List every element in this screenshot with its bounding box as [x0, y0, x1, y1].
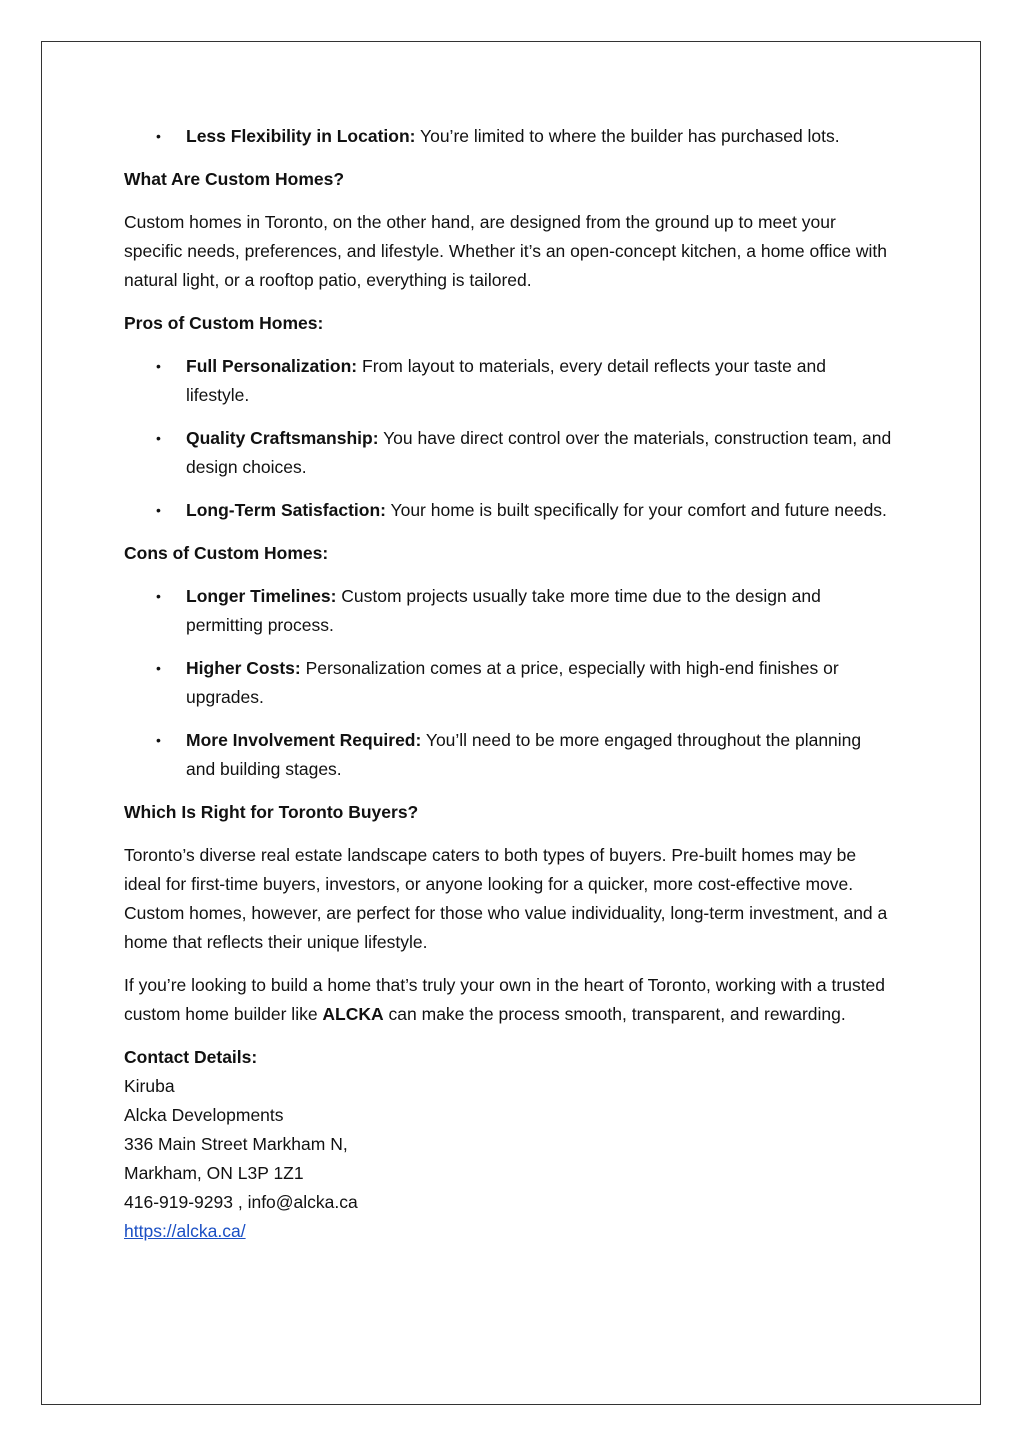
- list-item: [124, 582, 894, 640]
- list-item-term: Less Flexibility in Location:: [186, 126, 416, 146]
- list-item: [124, 496, 894, 525]
- website-link[interactable]: https://alcka.ca/: [124, 1221, 246, 1241]
- pros-list: [124, 352, 894, 525]
- contact-address-line1: 336 Main Street Markham N,: [124, 1134, 348, 1154]
- section-heading-cons: Cons of Custom Homes:: [124, 543, 329, 563]
- bullet-icon: •: [156, 358, 161, 374]
- list-item-term: Higher Costs:: [186, 658, 301, 678]
- closing-text-before: If you’re looking to build a home that’s truly your own in the heart of Toronto, working with a trusted custom home builder like: [124, 975, 886, 1024]
- bullet-icon: •: [156, 732, 161, 748]
- bullet-icon: •: [156, 128, 161, 144]
- list-item-term: Full Personalization:: [186, 356, 358, 376]
- contact-company: Alcka Developments: [124, 1105, 284, 1125]
- list-item: [124, 352, 894, 410]
- contact-address-line2: Markham, ON L3P 1Z1: [124, 1163, 304, 1183]
- list-item-text: You have direct control over the materials, construction team, and design choices.: [186, 428, 892, 477]
- section-heading-custom-homes: What Are Custom Homes?: [124, 169, 345, 189]
- list-item: [124, 122, 894, 151]
- section-heading-which-is-right: Which Is Right for Toronto Buyers?: [124, 802, 419, 822]
- bullet-icon: •: [156, 430, 161, 446]
- list-item-term: Long-Term Satisfaction:: [186, 500, 386, 520]
- list-item-text: Your home is built specifically for your comfort and future needs.: [385, 500, 887, 520]
- contact-name: Kiruba: [124, 1076, 175, 1096]
- list-item-term: Longer Timelines:: [186, 586, 337, 606]
- cons-list: [124, 582, 894, 784]
- list-item-text: From layout to materials, every detail reflects your taste and lifestyle.: [186, 356, 826, 405]
- contact-phone-email: 416-919-9293 , info@alcka.ca: [124, 1192, 358, 1212]
- list-item-term: More Involvement Required:: [186, 730, 422, 750]
- brand-name: ALCKA: [322, 1004, 384, 1024]
- contact-heading: Contact Details:: [124, 1047, 258, 1067]
- bullet-icon: •: [156, 660, 161, 676]
- top-bullet-list: [124, 122, 894, 151]
- list-item: [124, 654, 894, 712]
- bullet-icon: •: [156, 502, 161, 518]
- list-item-text: Personalization comes at a price, especially with high-end finishes or upgrades.: [186, 658, 839, 707]
- paragraph-custom-homes: Custom homes in Toronto, on the other hand, are designed from the ground up to meet your specific needs, preferences, and lifestyle. Whether it’s an open-concept kitchen, a home office with natural light, or a rooftop patio, everything is tailored.: [124, 212, 887, 290]
- paragraph-closing: [124, 971, 894, 1029]
- bullet-icon: •: [156, 588, 161, 604]
- list-item: [124, 424, 894, 482]
- section-heading-pros: Pros of Custom Homes:: [124, 313, 324, 333]
- list-item-term: Quality Craftsmanship:: [186, 428, 379, 448]
- list-item: [124, 726, 894, 784]
- list-item-text: You’re limited to where the builder has purchased lots.: [415, 126, 840, 146]
- list-item-text: Custom projects usually take more time due to the design and permitting process.: [186, 586, 821, 635]
- closing-text-after: can make the process smooth, transparent, and rewarding.: [383, 1004, 846, 1024]
- contact-details: [124, 1043, 894, 1246]
- list-item-text: You’ll need to be more engaged throughout the planning and building stages.: [186, 730, 862, 779]
- document-body: [124, 122, 894, 1246]
- paragraph-which-is-right: Toronto’s diverse real estate landscape caters to both types of buyers. Pre-built homes may be ideal for first-time buyers, investors, or anyone looking for a quicker, more cost-effective move. Custom homes, however, are perfect for those who value individuality, long-term investment, and a home that reflects their unique lifestyle.: [124, 845, 888, 952]
